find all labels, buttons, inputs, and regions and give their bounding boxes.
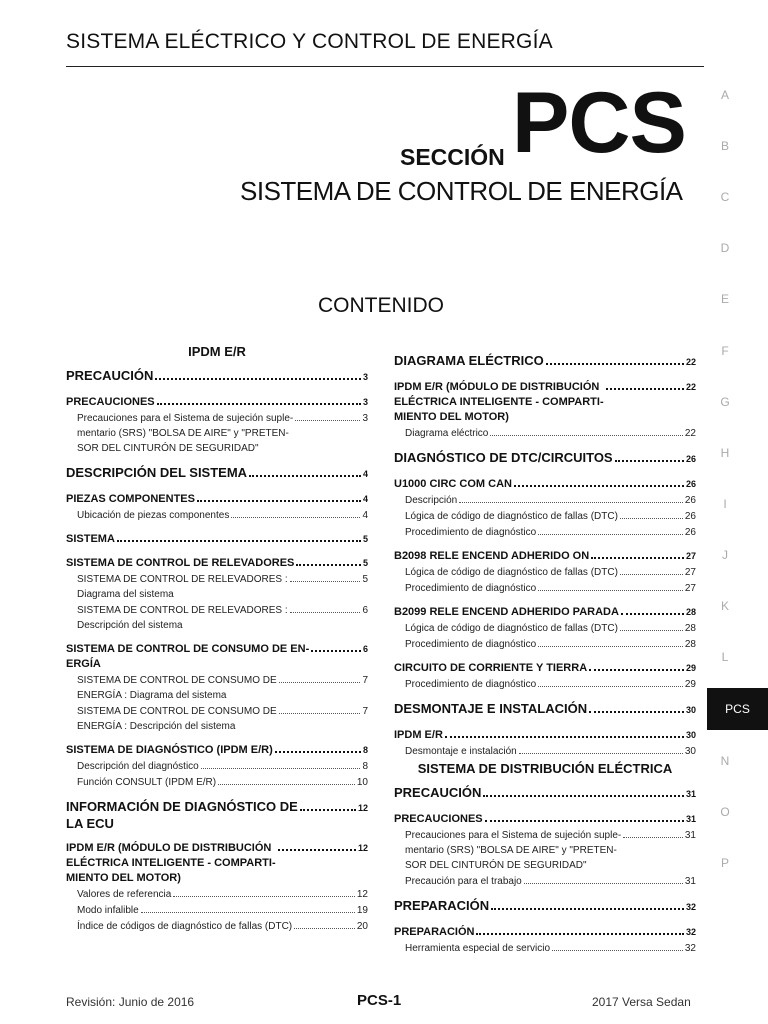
toc-page-number: 4 [362,510,368,521]
dot-leader [294,918,355,929]
toc-page-number: 5 [362,558,368,568]
toc-entry-title: Procedimiento de diagnóstico [405,679,537,690]
toc-page-number: 22 [685,382,696,392]
toc-section-link[interactable] [394,810,696,827]
toc-page-number: 26 [685,454,696,464]
toc-entry-title: SISTEMA DE CONTROL DE RELEVADORES [66,557,295,569]
toc-left-column [66,344,368,934]
toc-entry-title: Función CONSULT (IPDM E/R) [77,777,217,788]
toc-entry-title: B2099 RELE ENCEND ADHERIDO PARADA [394,606,619,618]
side-tab-letter[interactable]: C [720,190,730,204]
dot-leader [300,799,356,811]
side-tab-active[interactable]: PCS [707,688,768,730]
toc-item[interactable] [405,508,696,524]
toc-item[interactable] [77,703,368,734]
toc-page-number: 31 [685,814,696,824]
dot-leader [249,465,361,477]
dot-leader [275,741,361,753]
toc-page-number: 30 [685,705,696,715]
dot-leader [524,873,683,884]
dot-leader [290,571,361,582]
toc-entry-title: Valores de referencia [77,889,172,900]
toc-item[interactable] [77,602,368,633]
side-tab-letter[interactable]: O [720,805,730,819]
toc-page-number: 5 [362,534,368,544]
toc-item[interactable] [405,524,696,540]
side-tab-letter[interactable]: L [721,650,729,664]
toc-entry-title: PREPARACIÓN [394,898,490,913]
toc-page-number: 30 [685,730,696,740]
dot-leader [445,726,684,738]
toc-entry-title: IPDM E/R [394,729,443,741]
document-header-title: SISTEMA ELÉCTRICO Y CONTROL DE ENERGÍA [66,30,553,53]
toc-column-heading: IPDM E/R [188,344,246,359]
dot-leader [591,547,684,559]
dot-leader [279,703,361,714]
toc-page-number: 26 [684,527,696,538]
dot-leader [538,524,683,535]
dot-leader [459,492,683,503]
toc-entry-title: PRECAUCIÓN [66,368,154,383]
toc-page-number: 3 [362,397,368,407]
dot-leader [519,743,683,754]
toc-item[interactable] [405,940,696,956]
dot-leader [197,490,361,502]
toc-item[interactable] [77,758,368,774]
side-tab-letter[interactable]: A [720,88,729,102]
toc-page-number: 7 [362,706,368,717]
toc-page-number: 31 [684,830,696,841]
toc-item[interactable] [405,636,696,652]
toc-page-number: 29 [684,679,696,690]
toc-page-number: 6 [362,605,368,616]
toc-entry-title: Procedimiento de diagnóstico [405,583,537,594]
side-tab-letter[interactable]: H [720,446,730,460]
section-subtitle: SISTEMA DE CONTROL DE ENERGÍA [240,176,683,206]
toc-item[interactable] [405,492,696,508]
toc-entry-title: PIEZAS COMPONENTES [66,493,195,505]
toc-page-number: 19 [356,905,368,916]
toc-entry-title: DIAGNÓSTICO DE DTC/CIRCUITOS [394,450,613,465]
dot-leader [201,758,361,769]
toc-item[interactable] [405,743,696,759]
toc-page-number: 6 [362,644,368,654]
dot-leader [615,450,684,462]
toc-section-link[interactable] [394,726,696,743]
toc-right-column [394,344,696,956]
toc-page-number: 4 [362,494,368,504]
side-tab-letter[interactable]: N [720,754,730,768]
dot-leader [279,672,361,683]
side-tab-letter[interactable]: P [720,856,729,870]
toc-item[interactable] [405,620,696,636]
toc-page-number: 12 [357,803,368,813]
contents-heading: CONTENIDO [318,294,444,317]
footer-page-number: PCS-1 [357,992,402,1009]
dot-leader [546,353,684,365]
toc-entry-title: Lógica de código de diagnóstico de fallas (DTC) [405,567,618,578]
toc-entry-title: SISTEMA DE DIAGNÓSTICO (IPDM E/R) [66,744,273,756]
toc-entry-title: DESCRIPCIÓN DEL SISTEMA [66,465,248,480]
dot-leader [490,425,683,436]
toc-entry-title: SISTEMA DE CONTROL DE RELEVADORES : Descripción del sistema [77,605,288,631]
footer-revision: Revisión: Junio de 2016 [66,995,195,1009]
side-tab-letter[interactable]: G [720,395,730,409]
toc-item[interactable] [77,571,368,602]
toc-page-number: 31 [685,789,696,799]
dot-leader [290,602,361,613]
toc-entry-title: IPDM E/R (MÓDULO DE DISTRIBUCIÓN ELÉCTRICA INTELIGENTE - COMPARTI- MIENTO DEL MOTOR) [66,842,276,884]
toc-entry-title: PREPARACIÓN [394,926,475,938]
toc-section-link[interactable] [66,640,368,672]
toc-entry-title: SISTEMA DE CONTROL DE CONSUMO DE ENERGÍA : Descripción del sistema [77,706,277,732]
toc-page-number: 4 [362,469,368,479]
toc-entry-title: Herramienta especial de servicio [405,943,551,954]
toc-entry-title: IPDM E/R (MÓDULO DE DISTRIBUCIÓN ELÉCTRICA INTELIGENTE - COMPARTI- MIENTO DEL MOTOR) [394,381,604,423]
side-tab-letter[interactable]: E [720,292,729,306]
dot-leader [173,886,355,897]
toc-section-link[interactable] [394,378,696,425]
toc-section-link[interactable] [394,547,696,564]
toc-page-number: 26 [684,511,696,522]
dot-leader [620,564,683,575]
toc-section-link[interactable] [394,603,696,620]
toc-entry-title: Lógica de código de diagnóstico de fallas (DTC) [405,511,618,522]
section-label: SECCIÓN [400,144,505,170]
toc-section-link[interactable] [66,464,368,483]
dot-leader [538,636,683,647]
side-tab-letter[interactable]: K [720,599,729,613]
toc-item[interactable] [405,873,696,889]
toc-entry-title: Procedimiento de diagnóstico [405,639,537,650]
toc-entry-title: DIAGRAMA ELÉCTRICO [394,353,544,368]
toc-item[interactable] [405,425,696,441]
toc-page-number: 30 [684,746,696,757]
side-tab-letter[interactable]: J [722,548,728,562]
dot-leader [485,810,684,822]
dot-leader [155,368,361,380]
side-tab-letter[interactable]: I [723,497,727,511]
toc-page-number: 29 [685,663,696,673]
dot-leader [117,530,361,542]
toc-entry-title: PRECAUCIÓN [394,785,482,800]
toc-entry-title: U1000 CIRC COM CAN [394,478,512,490]
toc-page-number: 7 [362,675,368,686]
toc-page-number: 3 [362,372,368,382]
toc-page-number: 26 [685,479,696,489]
toc-section-link[interactable] [66,554,368,571]
toc-entry-title: PRECAUCIONES [394,813,483,825]
toc-item[interactable] [405,676,696,692]
section-code: PCS [512,75,686,171]
toc-section-link[interactable] [394,659,696,676]
toc-section-link[interactable] [66,798,368,832]
dot-leader [218,774,355,785]
toc-page-number: 28 [684,623,696,634]
toc-section-link[interactable] [394,449,696,468]
dot-leader [606,378,684,390]
dot-leader [157,393,361,405]
toc-entry-title: Precauciones para el Sistema de sujeción suple- mentario (SRS) "BOLSA DE AIRE" y "PRETEN- SOR DEL CINTURÓN DE SEGURIDAD" [77,413,294,454]
toc-item[interactable] [77,774,368,790]
toc-section-link[interactable] [394,700,696,719]
toc-section-link[interactable] [66,530,368,547]
toc-page-number: 26 [684,495,696,506]
toc-page-number: 22 [685,357,696,367]
toc-page-number: 32 [684,943,696,954]
footer-model: 2017 Versa Sedan [592,995,691,1009]
toc-item[interactable] [405,564,696,580]
dot-leader [621,603,684,615]
toc-page-number: 28 [685,607,696,617]
toc-item[interactable] [77,410,368,456]
toc-page-number: 3 [362,413,368,424]
toc-page-number: 22 [684,428,696,439]
toc-item[interactable] [77,672,368,703]
toc-section-link[interactable] [66,490,368,507]
toc-page-number: 27 [685,551,696,561]
toc-item[interactable] [405,827,696,873]
dot-leader [538,676,683,687]
toc-item[interactable] [77,902,368,918]
dot-leader [491,898,684,910]
toc-item[interactable] [77,886,368,902]
toc-section-link[interactable] [394,475,696,492]
toc-entry-title: PRECAUCIONES [66,396,155,408]
toc-entry-title: CIRCUITO DE CORRIENTE Y TIERRA [394,662,588,674]
dot-leader [296,554,361,566]
toc-entry-title: Precaución para el trabajo [405,876,522,887]
toc-entry-title: Desmontaje e instalación [405,746,517,757]
toc-entry-title: DESMONTAJE E INSTALACIÓN [394,701,588,716]
toc-entry-title: SISTEMA DE CONTROL DE CONSUMO DE EN- ERGÍA [66,643,310,670]
header-rule [66,66,704,67]
dot-leader [295,410,360,421]
dot-leader [589,701,684,713]
toc-entry-title: SISTEMA DE CONTROL DE RELEVADORES : Diagrama del sistema [77,574,288,600]
toc-section-link[interactable] [394,784,696,803]
dot-leader [623,827,683,838]
dot-leader [231,507,360,518]
toc-entry-title: INFORMACIÓN DE DIAGNÓSTICO DE LA ECU [66,799,298,831]
toc-entry-title: Lógica de código de diagnóstico de fallas (DTC) [405,623,618,634]
toc-entry-title: Procedimiento de diagnóstico [405,527,537,538]
toc-entry-title: Descripción del diagnóstico [77,761,199,772]
dot-leader [141,902,355,913]
toc-entry-title: Descripción [405,495,458,506]
toc-section-link[interactable] [66,839,368,886]
toc-page-number: 20 [356,921,368,932]
toc-item[interactable] [77,918,368,934]
dot-leader [620,620,683,631]
dot-leader [514,475,684,487]
side-tab-letter[interactable]: D [720,241,730,255]
toc-page-number: 8 [362,745,368,755]
toc-entry-title: B2098 RELE ENCEND ADHERIDO ON [394,550,590,562]
toc-page-number: 12 [356,889,368,900]
toc-page-number: 12 [357,843,368,853]
side-tab-letter[interactable]: B [720,139,729,153]
toc-entry-title: Índice de códigos de diagnóstico de fallas (DTC) [77,921,293,932]
toc-item[interactable] [77,507,368,523]
toc-entry-title: Precauciones para el Sistema de sujeción suple- mentario (SRS) "BOLSA DE AIRE" y "PRETEN- SOR DEL CINTURÓN DE SEGURIDAD" [405,830,622,871]
toc-entry-title: SISTEMA DE CONTROL DE CONSUMO DE ENERGÍA : Diagrama del sistema [77,675,277,701]
toc-page-number: 28 [684,639,696,650]
side-tab-letter[interactable]: F [721,344,729,358]
dot-leader [552,940,683,951]
toc-page-number: 8 [362,761,368,772]
dot-leader [311,640,361,652]
toc-entry-title: Modo infalible [77,905,139,916]
dot-leader [589,659,684,671]
dot-leader [620,508,683,519]
toc-item[interactable] [405,580,696,596]
toc-section-link[interactable] [394,897,696,916]
dot-leader [278,839,356,851]
toc-section-link[interactable] [66,393,368,410]
toc-section-link[interactable] [394,923,696,940]
toc-section-link[interactable] [394,352,696,371]
toc-page-number: 10 [356,777,368,788]
toc-column-heading: SISTEMA DE DISTRIBUCIÓN ELÉCTRICA [417,761,673,776]
toc-page-number: 5 [362,574,368,585]
toc-page-number: 31 [684,876,696,887]
toc-entry-title: SISTEMA [66,533,115,545]
toc-page-number: 27 [684,583,696,594]
toc-section-link[interactable] [66,367,368,386]
toc-section-link[interactable] [66,741,368,758]
dot-leader [538,580,683,591]
dot-leader [476,923,684,935]
toc-entry-title: Ubicación de piezas componentes [77,510,230,521]
toc-page-number: 27 [684,567,696,578]
toc-page-number: 32 [685,902,696,912]
dot-leader [483,785,684,797]
toc-entry-title: Diagrama eléctrico [405,428,489,439]
toc-page-number: 32 [685,927,696,937]
